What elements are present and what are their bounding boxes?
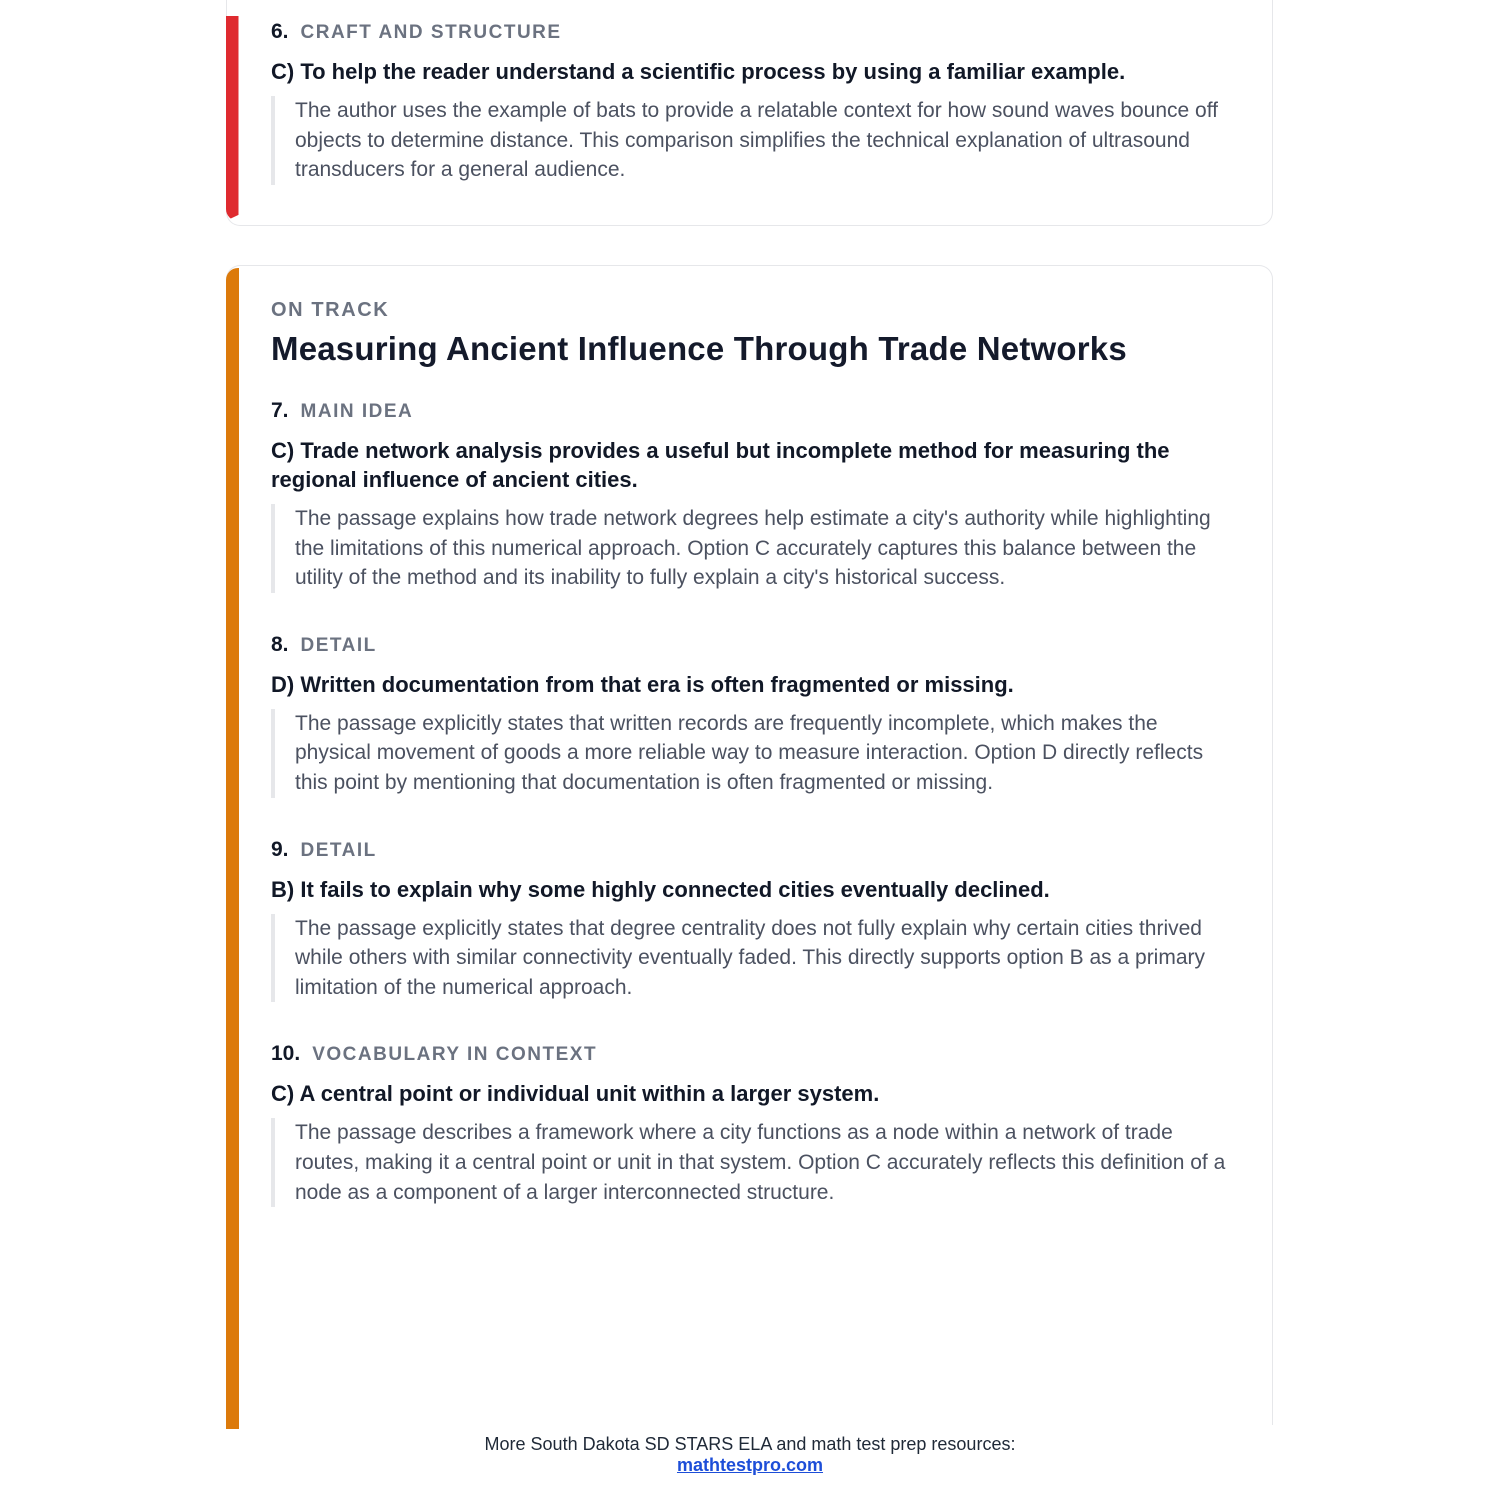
question-category: DETAIL	[300, 839, 377, 861]
question-header	[271, 838, 1238, 862]
answer-card-current	[226, 265, 1273, 1425]
question-answer: C) To help the reader understand a scientific process by using a familiar example.	[271, 59, 1126, 84]
question-header	[271, 1042, 1238, 1066]
question-number: 10.	[271, 1042, 301, 1066]
question-category: CRAFT AND STRUCTURE	[300, 22, 562, 43]
question-explanation: The passage explains how trade network degrees help estimate a city's authority while highlighting the limitations of this numerical approach. Option C accurately captures this balance between the utility of the method and its inability to fully explain a city's historical success.	[271, 504, 1238, 593]
question-item	[271, 399, 1238, 593]
question-header	[271, 20, 1238, 44]
card-accent-bar-orange	[226, 268, 239, 1429]
question-item	[271, 20, 1238, 185]
question-item	[271, 633, 1238, 798]
question-answer: D) Written documentation from that era is often fragmented or missing.	[271, 671, 1014, 697]
question-header	[271, 633, 1238, 657]
question-category: MAIN IDEA	[300, 401, 414, 422]
question-category: VOCABULARY IN CONTEXT	[312, 1044, 598, 1066]
question-number: 8.	[271, 632, 289, 656]
footer-text: More South Dakota SD STARS ELA and math test prep resources:	[484, 1434, 1016, 1454]
question-explanation: The passage describes a framework where a city functions as a node within a network of trade routes, making it a central point or unit in that system. Option C accurately reflects this definition of a node as a component of a larger interconnected structure.	[271, 1118, 1238, 1207]
question-category: DETAIL	[300, 634, 377, 656]
card-content	[271, 299, 1238, 1247]
question-number: 9.	[271, 837, 289, 861]
question-answer: C) A central point or individual unit within a larger system.	[271, 1081, 880, 1107]
question-explanation: The author uses the example of bats to provide a relatable context for how sound waves bounce off objects to determine distance. This comparison simplifies the technical explanation of ultrasound transducers for a general audience.	[271, 96, 1238, 185]
question-header	[271, 399, 1238, 423]
card-content	[271, 20, 1238, 225]
question-item	[271, 838, 1238, 1003]
status-label: ON TRACK	[271, 299, 390, 321]
footer	[0, 1434, 1500, 1476]
question-explanation: The passage explicitly states that degree centrality does not fully explain why certain cities thrived while others with similar connectivity eventually faded. This directly supports option B as a primary limitation of the numerical approach.	[271, 914, 1238, 1003]
card-accent-bar-red	[226, 16, 239, 221]
question-item	[271, 1042, 1238, 1207]
question-answer: B) It fails to explain why some highly connected cities eventually declined.	[271, 876, 1050, 902]
answer-card-previous	[226, 0, 1273, 226]
question-explanation: The passage explicitly states that written records are frequently incomplete, which makes the physical movement of goods a more reliable way to measure interaction. Option D directly reflects this point by mentioning that documentation is often fragmented or missing.	[271, 709, 1238, 798]
passage-title: Measuring Ancient Influence Through Trade Networks	[271, 330, 1127, 367]
question-number: 7.	[271, 399, 289, 422]
footer-link[interactable]: mathtestpro.com	[676, 1455, 824, 1475]
question-answer: C) Trade network analysis provides a useful but incomplete method for measuring the regional influence of ancient cities.	[271, 438, 1170, 492]
question-number: 6.	[271, 20, 289, 43]
